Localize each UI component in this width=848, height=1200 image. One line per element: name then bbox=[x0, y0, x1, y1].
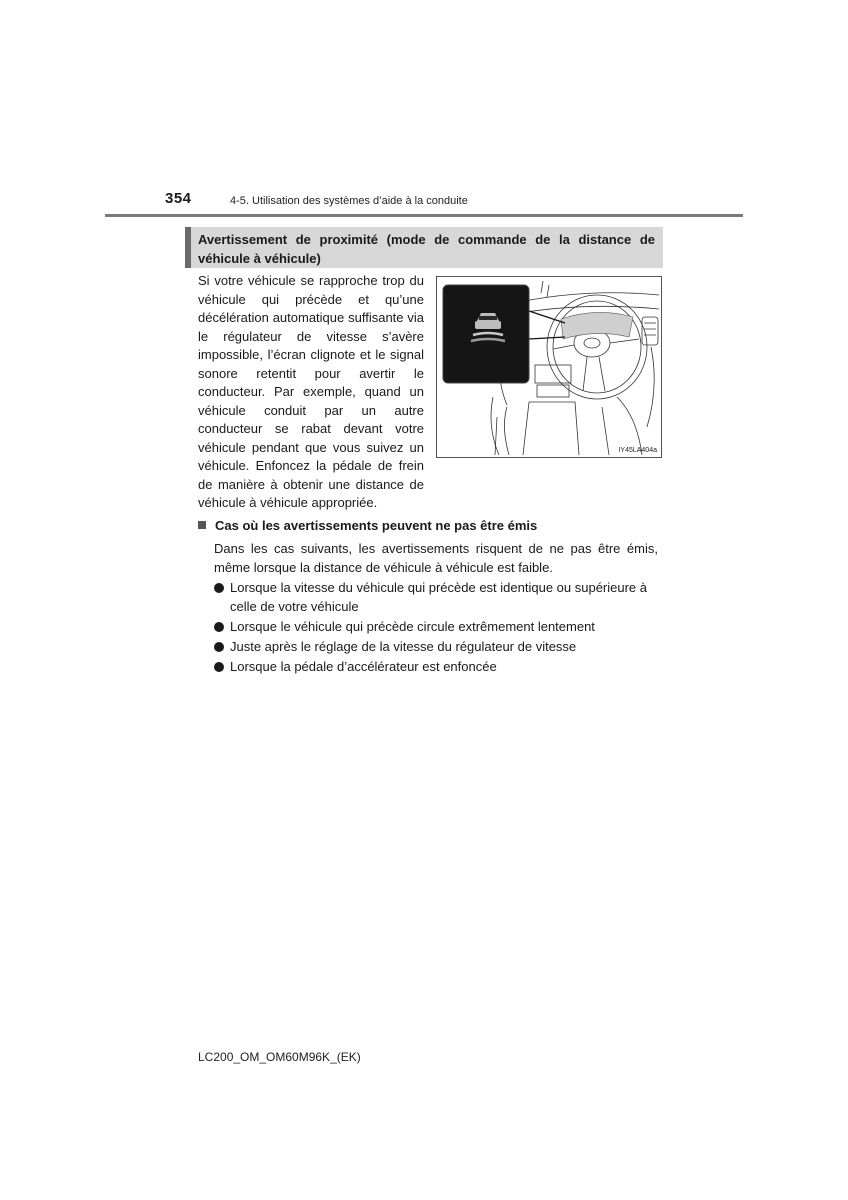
figure-code: IY45LA404a bbox=[618, 447, 657, 454]
square-bullet-icon bbox=[198, 521, 206, 529]
bullet-dot-icon bbox=[214, 662, 224, 672]
list-item bbox=[214, 658, 660, 677]
list-item bbox=[214, 638, 660, 657]
subsection-title: Avertissement de proximité (mode de commande de la distance de véhicule à véhicule) bbox=[185, 227, 663, 268]
bullet-list bbox=[214, 579, 660, 678]
bullet-dot-icon bbox=[214, 642, 224, 652]
intro-paragraph: Si votre véhicule se rapproche trop du véhicule qui précède et qu’une décélération automatique suffisante via le régulateur de vitesse s’avère impossible, l’écran clignote et le signal sonore retentit pour avertir le conducteur. Par exemple, quand un véhicule conduit par un autre conducteur se rabat devant votre véhicule pendant que vous suivez un véhicule. Enfoncez la pédale de frein de manière à obtenir une distance de véhicule à véhicule appropriée. bbox=[198, 273, 424, 510]
page-number: 354 bbox=[165, 190, 192, 207]
dashboard-illustration-icon bbox=[437, 277, 661, 457]
section-title: 4-5. Utilisation des systèmes d’aide à la conduite bbox=[230, 195, 468, 207]
note-body: Dans les cas suivants, les avertissements risquent de ne pas être émis, même lorsque la distance de véhicule à véhicule est faible. bbox=[214, 541, 658, 575]
list-item-text: Lorsque le véhicule qui précède circule extrêmement lentement bbox=[230, 618, 595, 634]
bullet-dot-icon bbox=[214, 583, 224, 593]
list-item-text: Lorsque la pédale d’accélérateur est enfoncée bbox=[230, 658, 497, 674]
note-heading bbox=[198, 517, 668, 535]
header-rule bbox=[105, 214, 743, 217]
note-heading-text: Cas où les avertissements peuvent ne pas être émis bbox=[215, 518, 538, 533]
list-item-text: Juste après le réglage de la vitesse du régulateur de vitesse bbox=[230, 638, 577, 654]
bullet-dot-icon bbox=[214, 622, 224, 632]
list-item-text: Lorsque la vitesse du véhicule qui précède est identique ou supérieure à celle de votre véhicule bbox=[230, 580, 647, 614]
list-item bbox=[214, 579, 660, 616]
footer-code: LC200_OM_OM60M96K_(EK) bbox=[198, 1050, 361, 1064]
list-item bbox=[214, 618, 660, 637]
dashboard-figure bbox=[436, 276, 662, 458]
